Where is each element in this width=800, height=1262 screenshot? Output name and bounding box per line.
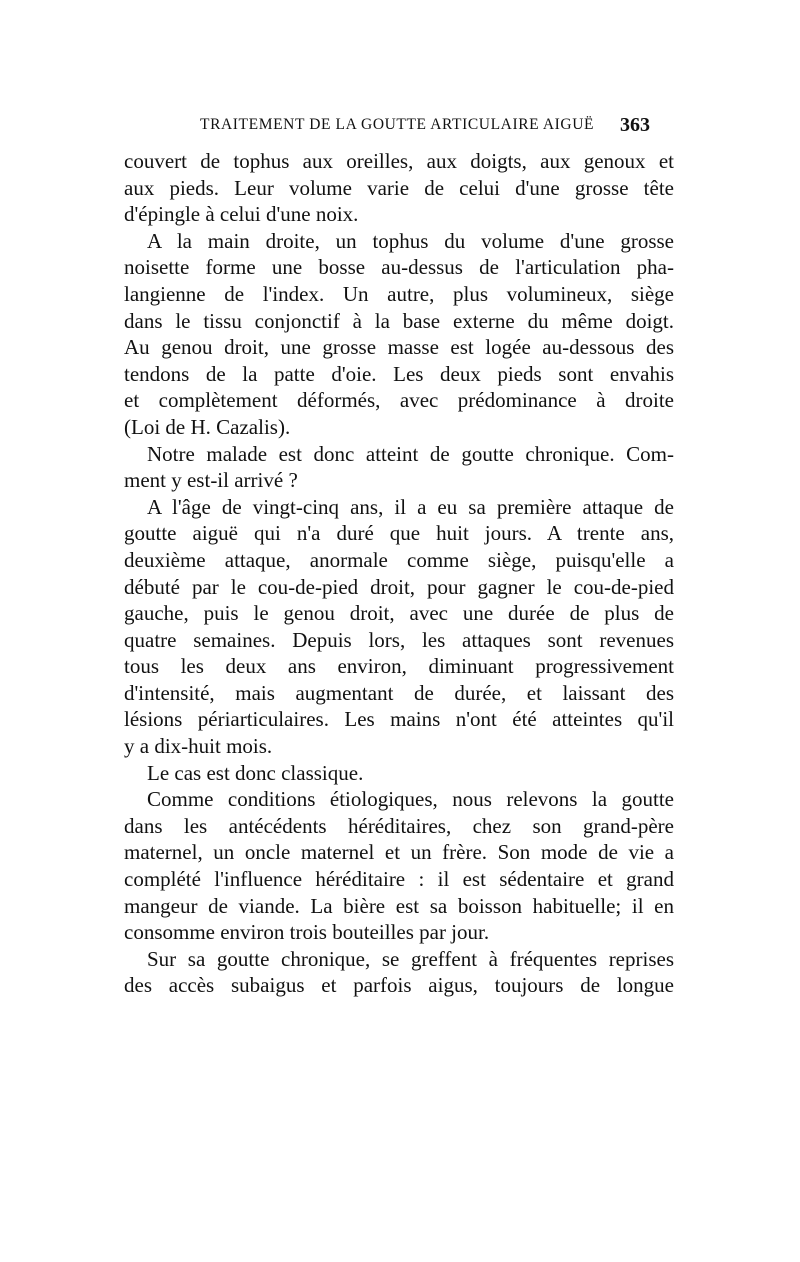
text-line: tendons de la patte d'oie. Les deux pieds sont envahis [124, 361, 674, 386]
text-line: maternel, un oncle maternel et un frère. Son mode de vie a [124, 840, 674, 865]
text-line: A la main droite, un tophus du volume d'une grosse [147, 228, 674, 253]
text-line: (Loi de H. Cazalis). [124, 414, 291, 439]
text-line: et complètement déformés, avec prédominance à droite [124, 388, 674, 413]
text-line: quatre semaines. Depuis lors, les attaques sont revenues [124, 627, 674, 652]
text-line: débuté par le cou-de-pied droit, pour gagner le cou-de-pied [124, 574, 674, 599]
text-line: d'intensité, mais augmentant de durée, et laissant des [124, 680, 674, 705]
text-line: y a dix-huit mois. [124, 734, 273, 759]
text-line: Le cas est donc classique. [147, 760, 364, 785]
text-line: noisette forme une bosse au-dessus de l'articulation pha- [124, 255, 674, 280]
text-line: consomme environ trois bouteilles par jour. [124, 920, 490, 945]
text-line: langienne de l'index. Un autre, plus volumineux, siège [124, 281, 674, 306]
text-line: Notre malade est donc atteint de goutte chronique. Com- [147, 441, 674, 466]
text-line: goutte aiguë qui n'a duré que huit jours. A trente ans, [124, 521, 674, 546]
text-line: dans les antécédents héréditaires, chez son grand-père [124, 813, 674, 838]
text-line: ment y est-il arrivé ? [124, 468, 298, 493]
text-line: Comme conditions étiologiques, nous relevons la goutte [147, 787, 674, 812]
running-head [200, 116, 650, 140]
text-line: lésions périarticulaires. Les mains n'ont été atteintes qu'il [124, 707, 674, 732]
page-number: 363 [620, 114, 650, 136]
text-line: Au genou droit, une grosse masse est logée au-dessous des [124, 335, 674, 360]
text-line: des accès subaigus et parfois aigus, toujours de longue [124, 973, 674, 998]
text-line: Sur sa goutte chronique, se greffent à fréquentes reprises [147, 946, 674, 971]
running-title: TRAITEMENT DE LA GOUTTE ARTICULAIRE AIGUË [200, 116, 595, 133]
text-line: deuxième attaque, anormale comme siège, puisqu'elle a [124, 547, 674, 572]
text-line: d'épingle à celui d'une noix. [124, 202, 359, 227]
text-line: A l'âge de vingt-cinq ans, il a eu sa première attaque de [147, 494, 674, 519]
text-line: mangeur de viande. La bière est sa boisson habituelle; il en [124, 893, 674, 918]
text-line: couvert de tophus aux oreilles, aux doigts, aux genoux et [124, 149, 674, 173]
text-line: tous les deux ans environ, diminuant progressivement [124, 654, 674, 679]
text-line: dans le tissu conjonctif à la base externe du même doigt. [124, 308, 674, 333]
text-line: complété l'influence héréditaire : il est sédentaire et grand [124, 867, 674, 892]
body-text [124, 148, 674, 999]
text-line: gauche, puis le genou droit, avec une durée de plus de [124, 601, 674, 626]
text-line: aux pieds. Leur volume varie de celui d'une grosse tête [124, 175, 674, 200]
